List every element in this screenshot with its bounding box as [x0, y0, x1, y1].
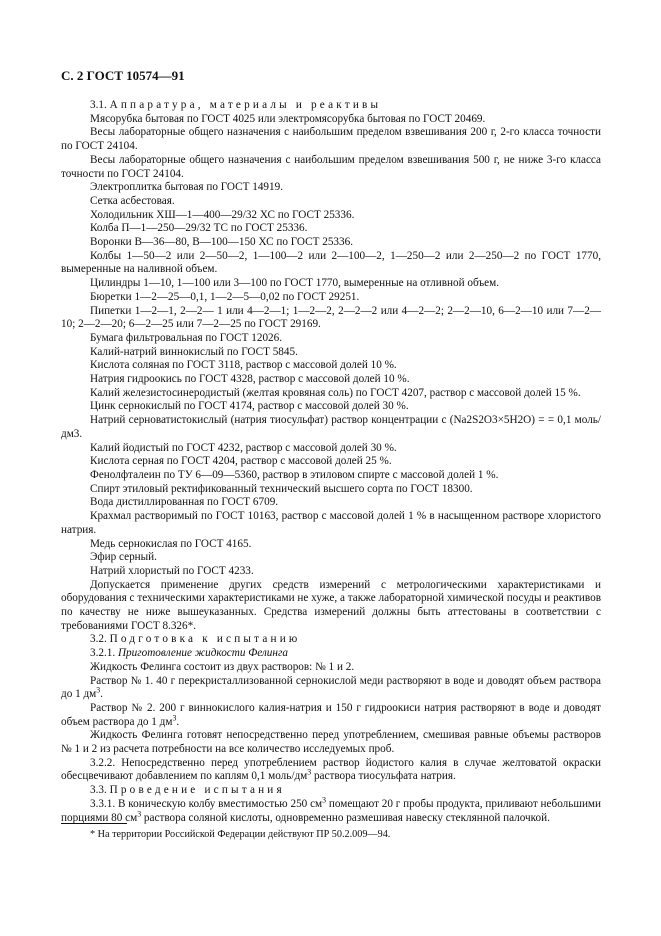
paragraph: Кислота соляная по ГОСТ 3118, раствор с массовой долей 10 %. — [90, 359, 397, 372]
paragraph: Колбы 1—50—2 или 2—50—2, 1—100—2 или 2—100—2, 1—250—2 или 2—250—2 по ГОСТ 1770, вымеренные на наливной объем. — [61, 249, 601, 276]
paragraph: Колба П—1—250—29/32 ТС по ГОСТ 25336. — [90, 222, 308, 235]
page-header: С. 2 ГОСТ 10574—91 — [61, 68, 185, 83]
paragraph: 3.2.2. Непосредственно перед употреблением раствор йодистого калия в случае желтоватой окраски обесцвечивают добавлением по каплям 0,1 моль/$дм^3$ раствора тиосульфата натрия. — [61, 756, 601, 783]
paragraph: Бюретки 1—2—25—0,1, 1—2—5—0,02 по ГОСТ 29251. — [90, 290, 360, 303]
paragraph: Спирт этиловый ректификованный технический высшего сорта по ГОСТ 18300. — [90, 482, 473, 495]
paragraph: Натрия гидроокись по ГОСТ 4328, раствор с массовой долей 10 %. — [90, 373, 410, 386]
paragraph: Калий железистосинеродистый (желтая кровяная соль) по ГОСТ 4207, раствор с массовой долей 15 %. — [90, 386, 581, 399]
paragraph: Воронки В—36—80, В—100—150 ХС по ГОСТ 25336. — [90, 236, 354, 249]
paragraph: 3.3.1. В коническую колбу вместимостью 250 $см^3$ помещают 20 г пробы продукта, приливают небольшими порциями 80 $см^3$ раствора соляной кислоты, одновременно размешивая навеску стеклянной палочкой. — [61, 795, 602, 824]
paragraph: Калий йодистый по ГОСТ 4232, раствор с массовой долей 30 %. — [90, 441, 397, 454]
paragraph: Натрий хлористый по ГОСТ 4233. — [90, 564, 254, 577]
paragraph: Раствор № 1. 40 г перекристаллизованной сернокислой меди растворяют в воде и доводят объем раствора до 1 $дм^3$. — [61, 674, 601, 701]
paragraph: Холодильник ХШ—1—400—29/32 ХС по ГОСТ 25336. — [90, 208, 355, 221]
paragraph: Жидкость Фелинга готовят непосредственно перед употреблением, смешивая равные объемы растворов № 1 и 2 из расчета потребности на все количество исследуемых проб. — [61, 729, 601, 756]
paragraph: Крахмал растворимый по ГОСТ 10163, раствор с массовой долей 1 % в насыщенном растворе хлористого натрия. — [61, 510, 601, 536]
paragraph: Весы лабораторные общего назначения с наибольшим пределом взвешивания 500 г, не ниже 3-го класса точности по ГОСТ 24104. — [61, 153, 601, 180]
paragraph: Фенолфталеин по ТУ 6—09—5360, раствор в этиловом спирте с массовой долей 1 %. — [90, 468, 499, 481]
paragraph: Вода дистиллированная по ГОСТ 6709. — [90, 496, 279, 509]
paragraph: Сетка асбестовая. — [90, 194, 175, 207]
thiosulfate-formula: с (Na2S2O3×5H2O) = = 0,1 моль/дм3. — [61, 414, 602, 440]
paragraph: Мясорубка бытовая по ГОСТ 4025 или электромясорубка бытовая по ГОСТ 20469. — [90, 112, 486, 125]
document-body — [61, 99, 601, 825]
paragraph: Жидкость Фелинга состоит из двух растворов: № 1 и 2. — [90, 660, 355, 673]
paragraph: Эфир серный. — [90, 551, 157, 564]
paragraph: Пипетки 1—2—1, 2—2— 1 или 4—2—1; 1—2—2, 2—2—2 или 4—2—2; 2—2—10, 6—2—10 или 7—2—10; 2—2—20; 6—2—25 или 7—2—25 по ГОСТ 29169. — [61, 304, 601, 331]
paragraph: Допускается применение других средств измерений с метрологическими характеристиками и оборудования с техническими характеристиками не хуже, а также лабораторной химической посуды и реактивов по качеству не ниже вышеуказанных. Средства измерений должны быть аттестованы в соответствии с требованиями ГОСТ 8.326*. — [61, 578, 601, 632]
paragraph: Кислота серная по ГОСТ 4204, раствор с массовой долей 25 %. — [90, 455, 392, 468]
subsection-3-2-1: 3.2.1. Приготовление жидкости Фелинга — [90, 647, 288, 660]
section-3-1-heading: 3.1. Аппаратура, материалы и реактивы — [90, 99, 382, 111]
paragraph: Раствор № 2. 200 г виннокислого калия-натрия и 150 г гидроокиси натрия растворяют в воде и доводят объем раствора до 1 $дм^3$. — [61, 701, 601, 728]
paragraph: Калий-натрий виннокислый по ГОСТ 5845. — [90, 345, 298, 358]
paragraph: Весы лабораторные общего назначения с наибольшим пределом взвешивания 200 г, 2-го класса точности по ГОСТ 24104. — [61, 126, 601, 153]
paragraph: Бумага фильтровальная по ГОСТ 12026. — [90, 331, 283, 344]
paragraph: Цинк сернокислый по ГОСТ 4174, раствор с массовой долей 30 %. — [90, 400, 409, 413]
section-3-3-heading: 3.3. Проведение испытания — [90, 784, 285, 797]
footnote: * На территории Российской Федерации действуют ПР 50.2.009—94. — [90, 829, 391, 840]
paragraph: Цилиндры 1—10, 1—100 или 3—100 по ГОСТ 1770, вымеренные на отливной объем. — [90, 277, 500, 290]
paragraph-thiosulfate: Натрий серноватистокислый (натрия тиосульфат) раствор концентрации с (Na2S2O3×5H2O) = = 0,1 моль/дм3. — [61, 414, 602, 440]
section-3-2-heading: 3.2. Подготовка к испытанию — [90, 633, 301, 646]
paragraph: Электроплитка бытовая по ГОСТ 14919. — [90, 181, 283, 194]
footnote-separator — [61, 823, 127, 824]
paragraph: Медь сернокислая по ГОСТ 4165. — [90, 537, 252, 550]
